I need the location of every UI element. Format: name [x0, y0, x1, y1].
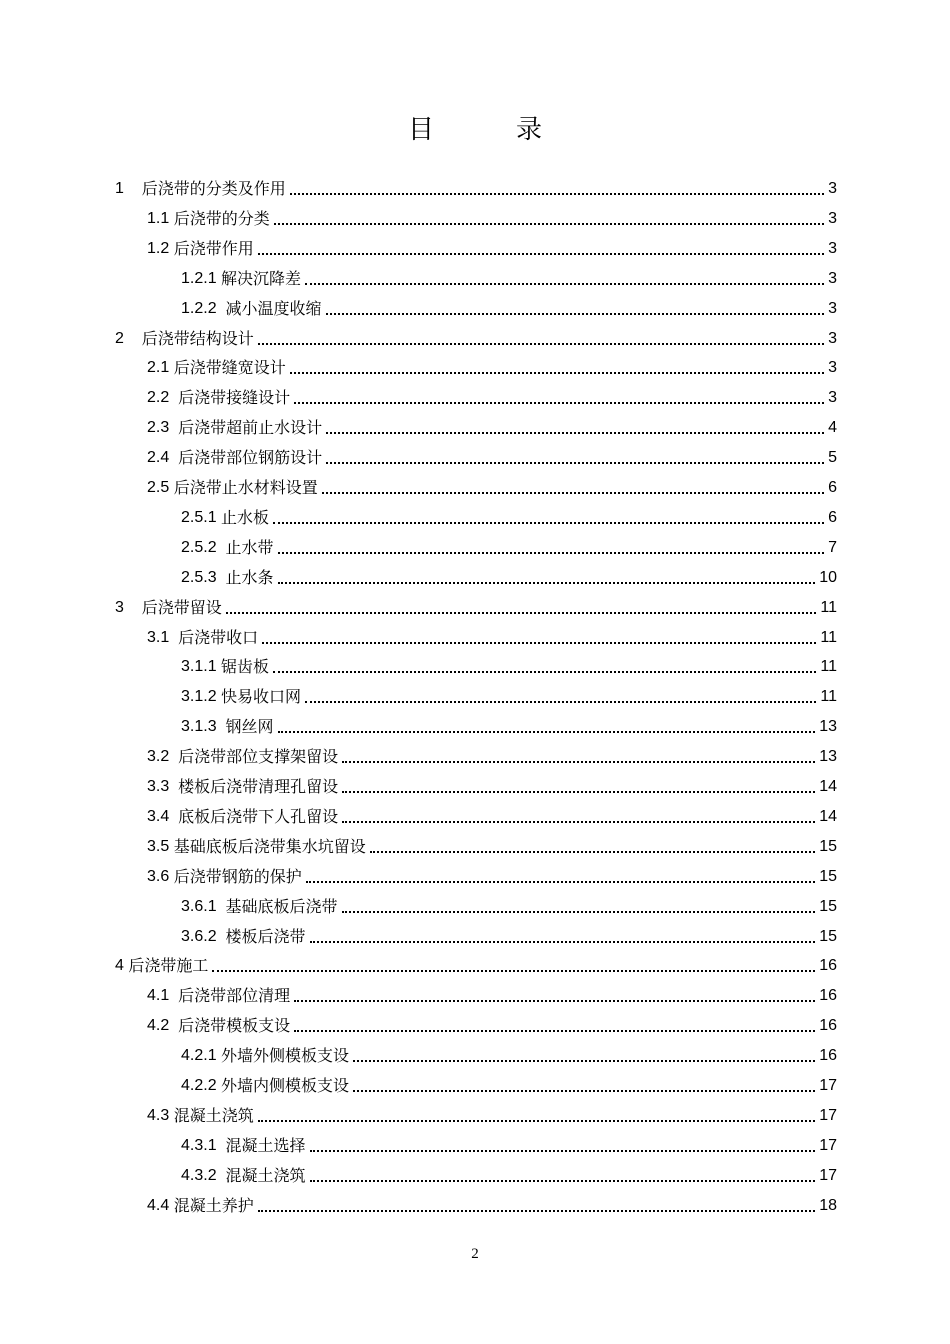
toc-entry-number: 2.5	[147, 479, 174, 496]
toc-entry-number: 3.6	[147, 867, 174, 885]
toc-entry-page: 15	[819, 927, 837, 945]
toc-entry-number: 2	[115, 329, 142, 347]
toc-entry-page: 3	[828, 209, 837, 227]
toc-entry-number: 4.3.2	[181, 1166, 226, 1184]
toc-entry-number: 4.3.1	[181, 1136, 226, 1154]
toc-entry[interactable]	[181, 1041, 837, 1071]
toc-entry[interactable]	[147, 981, 837, 1011]
page-number: 2	[471, 1246, 479, 1262]
toc-dot-leader	[226, 611, 817, 614]
toc-entry-page: 4	[828, 419, 837, 437]
toc-dot-leader	[294, 401, 824, 404]
toc-entry-page: 11	[820, 628, 837, 646]
toc-dot-leader	[305, 700, 816, 703]
toc-entry[interactable]	[147, 742, 837, 772]
toc-dot-leader	[258, 342, 824, 345]
toc-entry-page: 15	[819, 867, 837, 885]
toc-entry[interactable]	[147, 473, 837, 503]
toc-dot-leader	[342, 910, 816, 913]
toc-entry-page: 3	[828, 269, 837, 287]
toc-entry-label: 后浇带收口	[178, 627, 259, 647]
toc-entry-label: 基础底板后浇带	[225, 896, 338, 916]
toc-entry-label: 后浇带止水材料设置	[173, 478, 318, 497]
toc-entry-label: 混凝土选择	[225, 1135, 306, 1155]
toc-entry[interactable]	[147, 1101, 837, 1131]
toc-entry-page: 18	[819, 1196, 837, 1214]
toc-dot-leader	[353, 1059, 815, 1062]
toc-entry[interactable]	[147, 204, 837, 234]
toc-entry-page: 6	[828, 479, 837, 496]
toc-entry-label: 楼板后浇带	[225, 926, 306, 946]
toc-entry[interactable]	[147, 413, 837, 443]
toc-entry-page: 11	[820, 658, 837, 676]
toc-entry-label: 后浇带结构设计	[141, 328, 254, 348]
toc-dot-leader	[310, 1179, 816, 1182]
toc-entry[interactable]	[147, 862, 837, 892]
toc-entry-label: 楼板后浇带清理孔留设	[178, 777, 339, 796]
toc-entry-label: 后浇带接缝设计	[178, 388, 291, 408]
toc-dot-leader	[273, 521, 824, 524]
toc-entry-number: 1.2	[147, 239, 174, 257]
toc-entry[interactable]	[181, 1161, 837, 1191]
toc-entry[interactable]	[147, 623, 837, 653]
toc-dot-leader	[342, 820, 815, 823]
toc-entry-page: 17	[819, 1106, 837, 1124]
toc-entry[interactable]	[181, 682, 837, 712]
toc-entry-page: 16	[819, 957, 837, 975]
toc-entry[interactable]	[115, 324, 837, 354]
toc-entry[interactable]	[147, 234, 837, 264]
toc-entry-number: 4.2	[147, 1017, 179, 1035]
toc-entry[interactable]	[181, 533, 837, 563]
toc-entry-label: 混凝土浇筑	[225, 1165, 306, 1185]
toc-dot-leader	[326, 312, 825, 315]
toc-entry[interactable]	[115, 951, 837, 981]
toc-entry-page: 3	[828, 180, 837, 197]
toc-dot-leader	[326, 431, 824, 434]
toc-dot-leader	[258, 1119, 816, 1122]
toc-entry-number: 2.2	[147, 389, 179, 407]
toc-entry-number: 2.4	[147, 449, 179, 467]
toc-entry-label: 混凝土浇筑	[173, 1105, 254, 1125]
toc-entry-number: 1.1	[147, 209, 174, 227]
toc-entry-page: 13	[819, 718, 837, 736]
toc-dot-leader	[258, 252, 824, 255]
toc-entry-page: 7	[828, 538, 837, 556]
toc-entry-label: 后浇带施工	[128, 956, 209, 976]
toc-entry-number: 2.3	[147, 419, 179, 437]
toc-entry-label: 减小温度收缩	[225, 298, 322, 318]
toc-entry-number: 4	[115, 957, 129, 975]
toc-entry[interactable]	[147, 443, 837, 473]
toc-dot-leader	[278, 581, 816, 584]
toc-entry-label: 后浇带部位支撑架留设	[178, 747, 339, 767]
toc-entry-page: 13	[819, 748, 837, 766]
toc-entry-label: 后浇带超前止水设计	[178, 418, 323, 438]
toc-entry-number: 4.3	[147, 1106, 174, 1124]
toc-dot-leader	[342, 760, 815, 763]
toc-entry-number: 3.3	[147, 778, 179, 795]
toc-entry-label: 锯齿板	[221, 657, 270, 677]
toc-entry-number: 4.1	[147, 987, 179, 1005]
toc-entry-number: 4.4	[147, 1196, 174, 1214]
toc-dot-leader	[294, 1029, 815, 1032]
toc-entry-page: 14	[819, 778, 837, 795]
toc-entry-number: 2.5.3	[181, 568, 226, 586]
toc-entry-label: 后浇带作用	[173, 238, 254, 258]
toc-entry-page: 6	[828, 508, 837, 526]
toc-entry-page: 14	[819, 807, 837, 825]
toc-entry-label: 后浇带钢筋的保护	[173, 866, 302, 886]
toc-dot-leader	[262, 641, 816, 644]
toc-entry[interactable]	[147, 353, 837, 383]
toc-entry-page: 17	[819, 1166, 837, 1184]
toc-entry-label: 钢丝网	[225, 717, 274, 737]
toc-entry-number: 1.2.1	[181, 269, 222, 287]
toc-entry-number: 3.6.2	[181, 927, 226, 945]
toc-entry-page: 3	[828, 389, 837, 407]
toc-entry[interactable]	[147, 1191, 837, 1221]
toc-entry[interactable]	[181, 652, 837, 682]
toc-entry[interactable]	[147, 832, 837, 862]
toc-entry-label: 基础底板后浇带集水坑留设	[173, 836, 366, 856]
toc-entry[interactable]	[115, 593, 837, 623]
toc-dot-leader	[306, 880, 816, 883]
toc-entry-label: 后浇带留设	[141, 597, 222, 617]
toc-entry-number: 3	[115, 598, 142, 616]
toc-dot-leader	[310, 1149, 816, 1152]
toc-dot-leader	[290, 192, 824, 195]
toc-entry-label: 底板后浇带下人孔留设	[178, 806, 339, 826]
toc-entry-number: 2.5.1	[181, 508, 222, 526]
toc-entry-label: 后浇带缝宽设计	[173, 358, 286, 378]
toc-dot-leader	[212, 969, 815, 972]
toc-entry-page: 16	[819, 1047, 837, 1065]
toc-entry-number: 1	[115, 180, 142, 197]
toc-entry-label: 外墙内侧模板支设	[221, 1076, 350, 1095]
toc-entry-page: 17	[819, 1136, 837, 1154]
toc-entry-label: 止水条	[225, 567, 274, 587]
toc-entry-number: 3.1	[147, 628, 179, 646]
toc-dot-leader	[278, 730, 816, 733]
toc-entry[interactable]	[181, 503, 837, 533]
toc-dot-leader	[274, 222, 824, 225]
toc-dot-leader	[278, 551, 825, 554]
toc-entry-page: 11	[820, 688, 837, 706]
toc-entry-number: 3.4	[147, 807, 179, 825]
toc-entry-page: 15	[819, 837, 837, 855]
toc-entry-number: 4.2.1	[181, 1047, 222, 1065]
toc-entry[interactable]	[115, 174, 837, 204]
toc-entry-page: 3	[828, 239, 837, 257]
page-title: 目 录	[407, 115, 570, 145]
toc-entry-page: 5	[828, 449, 837, 467]
toc-entry[interactable]	[181, 294, 837, 324]
toc-entry-label: 止水板	[221, 507, 270, 527]
toc-entry[interactable]	[147, 1011, 837, 1041]
toc-entry-page: 11	[820, 598, 837, 616]
toc-entry-label: 外墙外侧模板支设	[221, 1046, 350, 1066]
toc-entry-page: 3	[828, 299, 837, 317]
toc-entry[interactable]	[181, 264, 837, 294]
toc-dot-leader	[326, 461, 824, 464]
toc-entry-page: 10	[819, 568, 837, 586]
toc-entry-number: 4.2.2	[181, 1077, 222, 1094]
toc-dot-leader	[322, 491, 824, 494]
toc-dot-leader	[353, 1089, 815, 1092]
toc-dot-leader	[305, 282, 824, 285]
toc-entry-number: 2.1	[147, 359, 174, 377]
toc-entry-number: 1.2.2	[181, 299, 226, 317]
toc-entry[interactable]	[147, 383, 837, 413]
toc-entry[interactable]	[147, 772, 837, 802]
toc-entry[interactable]	[181, 922, 837, 952]
toc-entry[interactable]	[147, 802, 837, 832]
toc-entry[interactable]	[181, 563, 837, 593]
toc-entry[interactable]	[181, 712, 837, 742]
toc-entry-number: 3.1.1	[181, 658, 222, 676]
toc-entry-label: 后浇带部位钢筋设计	[178, 448, 323, 468]
toc-entry[interactable]	[181, 1071, 837, 1101]
toc-entry-number: 3.5	[147, 837, 174, 855]
toc-dot-leader	[342, 790, 815, 793]
toc-entry-label: 后浇带模板支设	[178, 1016, 291, 1036]
toc-entry-label: 后浇带的分类	[173, 208, 270, 228]
toc-entry-page: 17	[819, 1077, 837, 1094]
toc-dot-leader	[294, 999, 815, 1002]
toc-entry-number: 3.1.3	[181, 718, 226, 736]
toc-entry-number: 2.5.2	[181, 538, 226, 556]
toc-entry-label: 后浇带部位清理	[178, 986, 291, 1006]
toc-dot-leader	[370, 850, 816, 853]
toc-entry-label: 解决沉降差	[221, 268, 302, 288]
toc-entry-page: 3	[828, 359, 837, 377]
toc-dot-leader	[310, 940, 816, 943]
toc-entry[interactable]	[181, 892, 837, 922]
toc-entry-number: 3.1.2	[181, 688, 222, 706]
toc-dot-leader	[273, 670, 816, 673]
toc-entry-page: 16	[819, 987, 837, 1005]
toc-entry-label: 快易收口网	[221, 687, 302, 707]
toc-entry[interactable]	[181, 1131, 837, 1161]
toc-entry-page: 3	[828, 329, 837, 347]
toc-entry-number: 3.6.1	[181, 897, 226, 915]
toc-dot-leader	[258, 1209, 816, 1212]
toc-entry-page: 15	[819, 897, 837, 915]
toc-entry-label: 后浇带的分类及作用	[141, 179, 286, 198]
toc-entry-page: 16	[819, 1017, 837, 1035]
toc-entry-label: 止水带	[225, 537, 274, 557]
toc-entry-label: 混凝土养护	[173, 1195, 254, 1215]
toc-dot-leader	[290, 371, 824, 374]
toc-entry-number: 3.2	[147, 748, 179, 766]
